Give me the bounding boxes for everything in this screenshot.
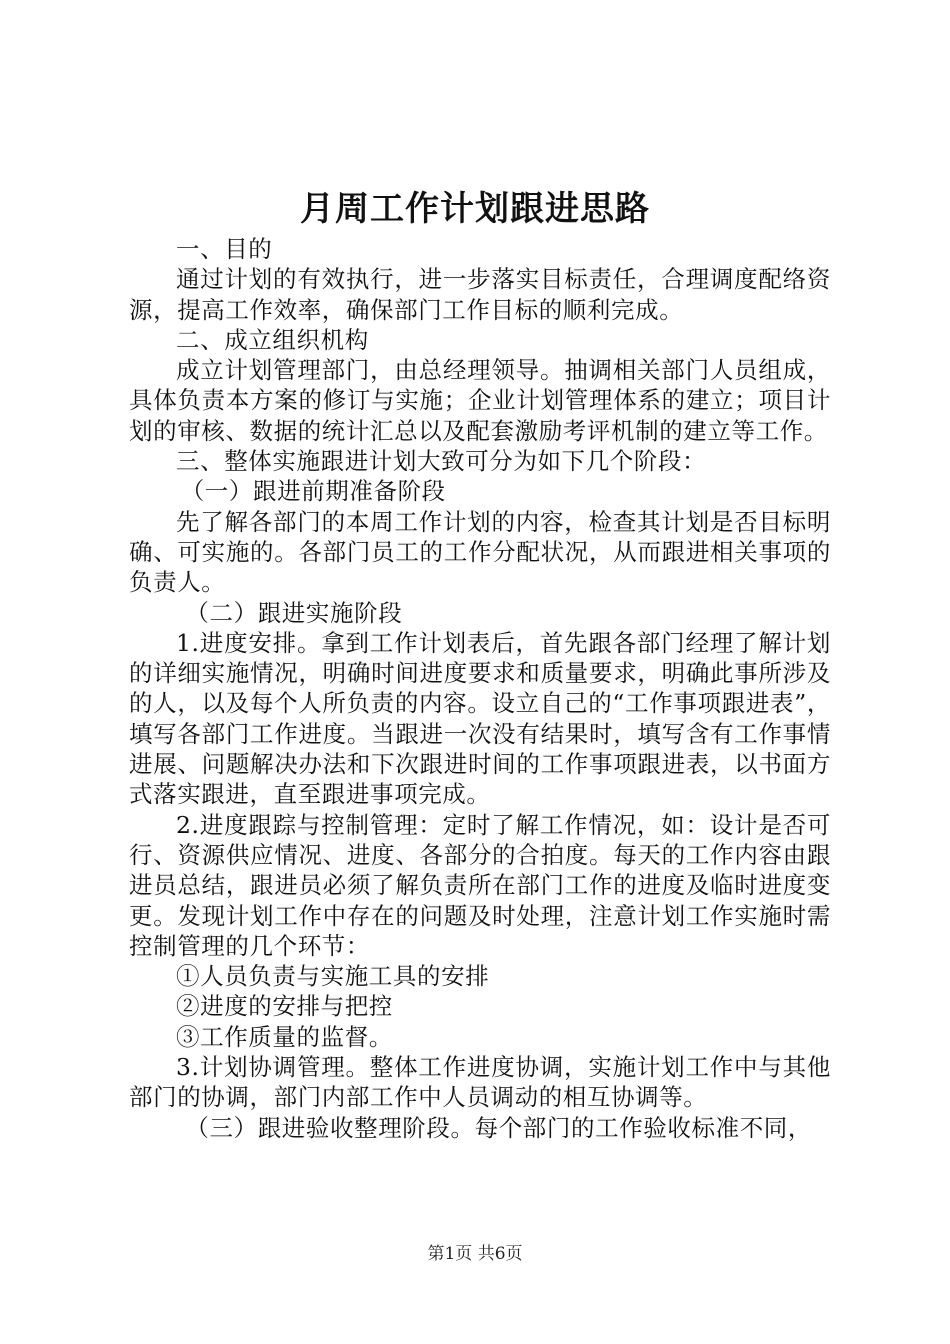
- section-heading-purpose: 一、目的: [176, 235, 273, 263]
- paragraph-tracking: 2.进度跟踪与控制管理：定时了解工作情况，如：设计是否可行、资源供应情况、进度、各部分的合拍度。每天的工作内容由跟进员总结，跟进员必须了解负责所在部门工作的进度及临时进度变更。发现计划工作中存在的问题及时处理，注意计划工作实施时需控制管理的几个环节：: [129, 810, 831, 960]
- subheading-preparation: （一）跟进前期准备阶段: [180, 477, 446, 506]
- list-item-progress: ②进度的安排与把控: [176, 992, 393, 1021]
- paragraph-coordination: 3.计划协调管理。整体工作进度协调，实施计划工作中与其他部门的协调，部门内部工作中人员调动的相互协调等。: [129, 1053, 831, 1112]
- paragraph-preparation: 先了解各部门的本周工作计划的内容，检查其计划是否目标明确、可实施的。各部门员工的工作分配状况，从而跟进相关事项的负责人。: [129, 507, 831, 597]
- subheading-implementation: （二）跟进实施阶段: [185, 598, 403, 627]
- paragraph-acceptance: （三）跟进验收整理阶段。每个部门的工作验收标准不同，: [185, 1113, 812, 1142]
- section-heading-stages: 三、整体实施跟进计划大致可分为如下几个阶段：: [176, 447, 707, 476]
- paragraph-organization: 成立计划管理部门，由总经理领导。抽调相关部门人员组成，具体负责本方案的修订与实施；企业计划管理体系的建立；项目计划的审核、数据的统计汇总以及配套激励考评机制的建立等工作。: [129, 356, 831, 445]
- list-item-quality: ③工作质量的监督。: [176, 1022, 393, 1051]
- section-heading-organization: 二、成立组织机构: [176, 325, 369, 354]
- document-title: 月周工作计划跟进思路: [300, 189, 650, 229]
- paragraph-schedule: 1.进度安排。拿到工作计划表后，首先跟各部门经理了解计划的详细实施情况，明确时间进度要求和质量要求，明确此事所涉及的人，以及每个人所负责的内容。设立自己的“工作事项跟进表”，填写各部门工作进度。当跟进一次没有结果时，填写含有工作事情进展、问题解决办法和下次跟进时间的工作事项跟进表，以书面方式落实跟进，直至跟进事项完成。: [129, 628, 831, 809]
- page-number-footer: 第1页 共6页: [427, 1244, 523, 1264]
- document-body: [129, 234, 831, 1143]
- list-item-personnel: ①人员负责与实施工具的安排: [176, 962, 490, 991]
- paragraph-purpose: 通过计划的有效执行，进一步落实目标责任，合理调度配络资源，提高工作效率，确保部门工作目标的顺利完成。: [129, 265, 831, 324]
